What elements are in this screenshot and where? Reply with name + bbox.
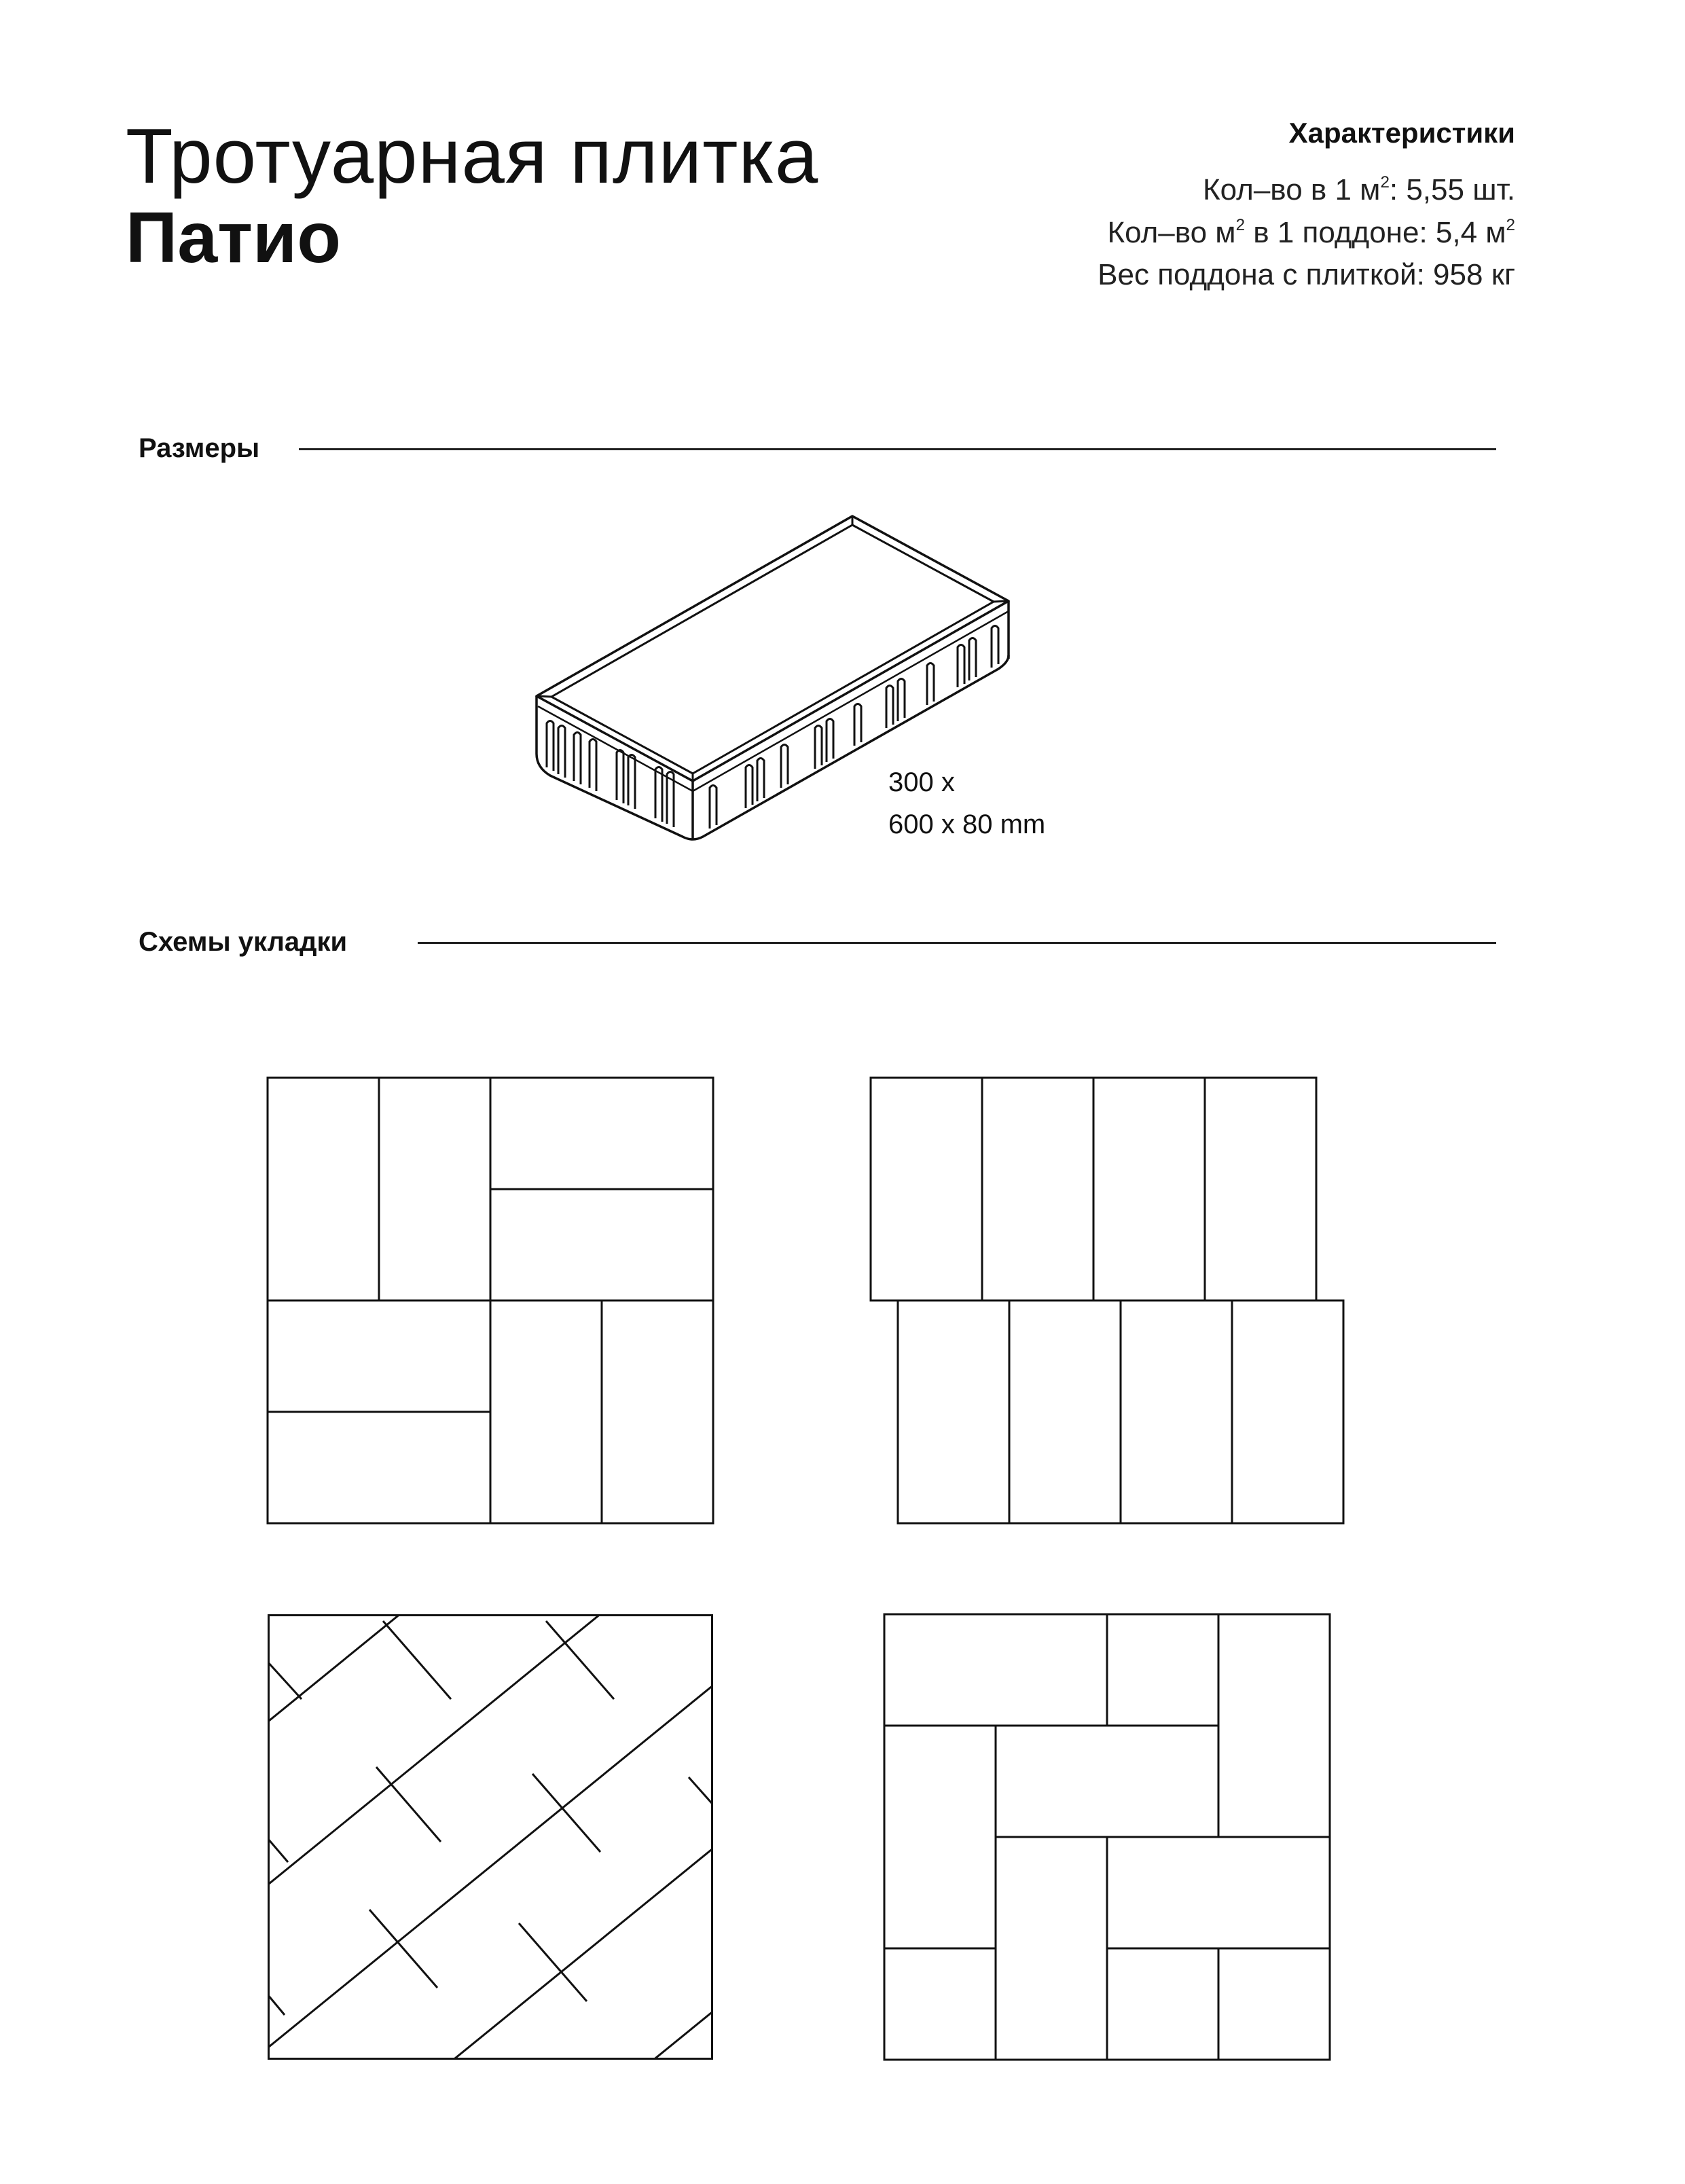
spec-qty-per-m2: Кол–во в 1 $м^2$: 5,55 шт. [1203,172,1515,206]
dimensions-line1: 300 x [888,767,955,797]
section-sizes-heading: Размеры [139,433,260,463]
specs-heading: Характеристики [1288,117,1515,149]
spec-pallet-weight: Вес поддона с плиткой: 958 кг [1098,258,1515,291]
dimensions-line2: 600 x 80 mm [888,809,1046,839]
product-name: Патио [126,198,341,278]
spec-m2-per-pallet: Кол–во $м^2$ в 1 поддоне: 5,4 $м^2$ [1107,215,1515,249]
section-schemes-heading: Схемы укладки [139,927,348,957]
page-title: Тротуарная плитка [126,113,819,200]
